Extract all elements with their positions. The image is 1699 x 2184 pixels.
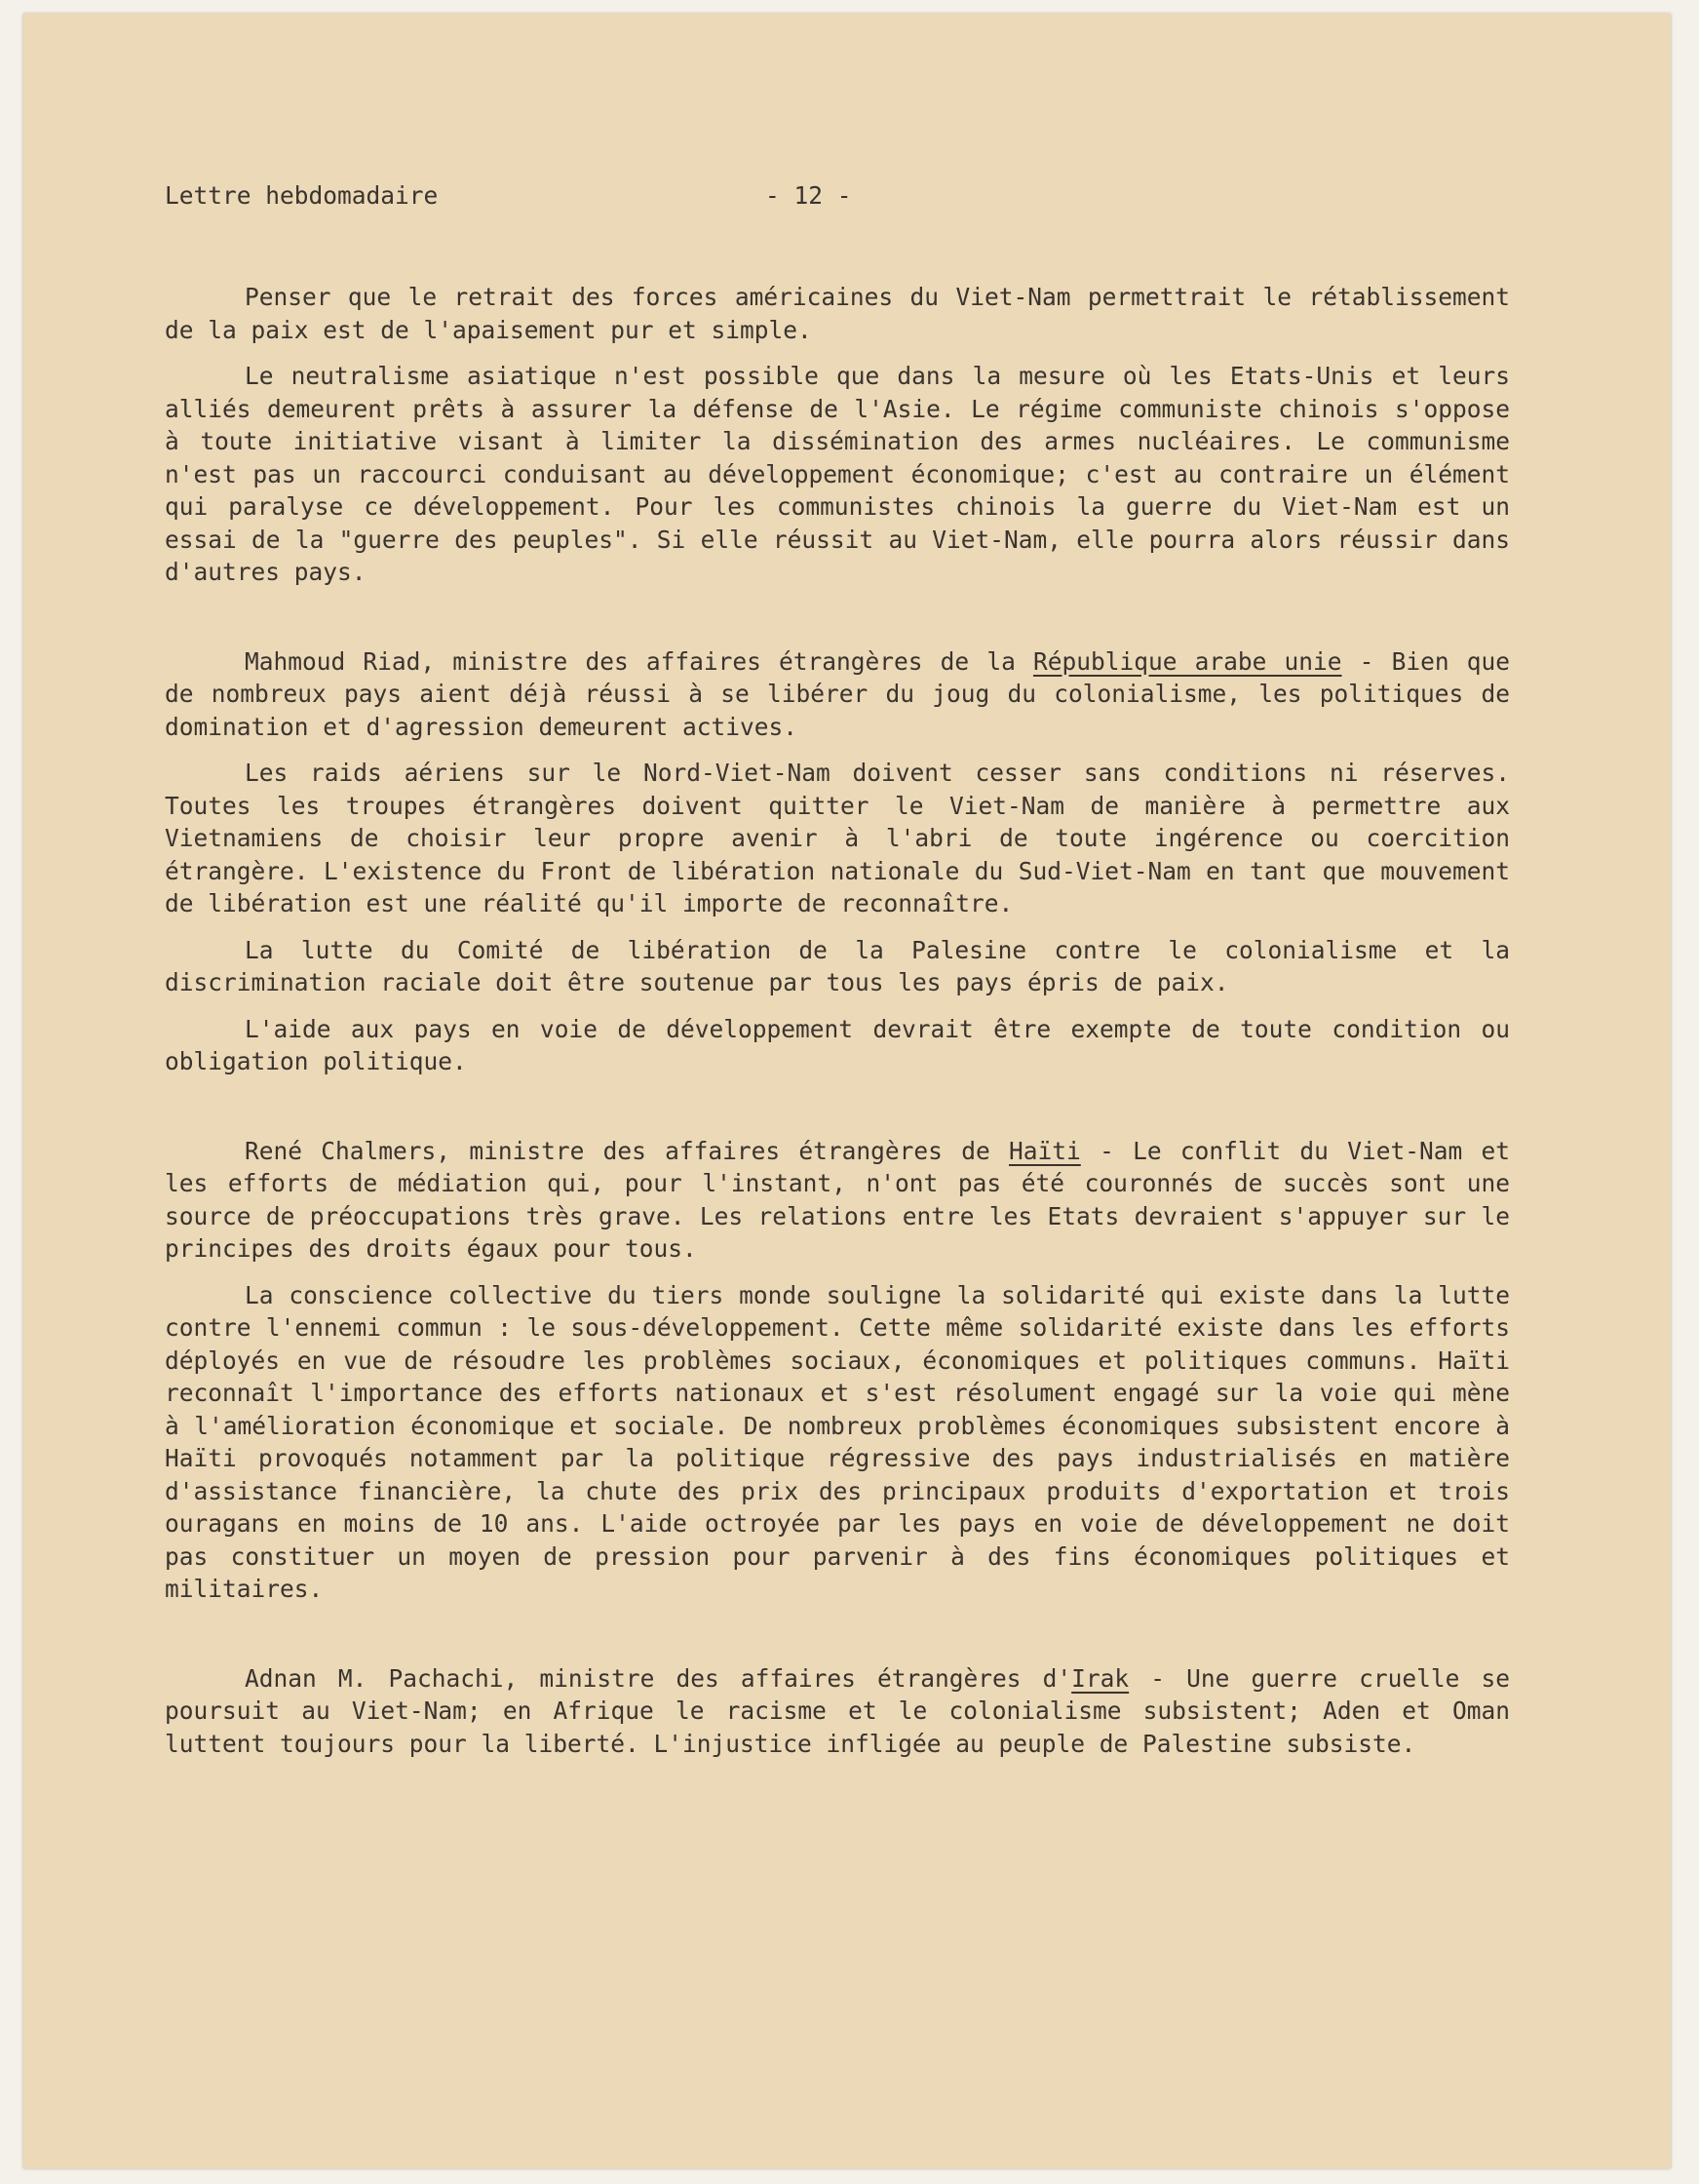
paragraph: Le neutralisme asiatique n'est possible que dans la mesure où les Etats-Unis et leurs alliés demeurent prêts à assurer la défense de l'Asie. Le régime communiste chinois s'oppose à toute initiative visant à limiter la dissémination des armes nucléaires. Le communisme n'est pas un raccourci conduisant au développement économique; c'est au contraire un élément qui paralyse ce développement. Pour les communistes chinois la guerre du Viet-Nam est un essai de la "guerre des peuples". Si elle réussit au Viet-Nam, elle pourra alors réussir dans d'autres pays. bbox=[165, 362, 1510, 586]
speaker-statement: - Bien que de nombreux pays aient déjà réussi à se libérer du joug du colonialisme, les politiques de domination et d'agression demeurent actives. bbox=[165, 646, 1510, 741]
page-body bbox=[165, 179, 1510, 1760]
speaker-statement: - Une guerre cruelle se poursuit au Viet-Nam; en Afrique le racisme et le colonialisme subsistent; Aden et Oman luttent toujours pour la liberté. L'injustice infligée au peuple de Palestine subsiste. bbox=[165, 1663, 1511, 1758]
page-number: - 12 - bbox=[765, 181, 852, 210]
country-name: Irak bbox=[1071, 1663, 1130, 1693]
country-name: République arabe unie bbox=[1032, 646, 1342, 676]
speaker-intro: René Chalmers, ministre des affaires étrangères de bbox=[245, 1136, 1010, 1165]
paragraph: Les raids aériens sur le Nord-Viet-Nam doivent cesser sans conditions ni réserves. Toutes les troupes étrangères doivent quitter le Viet-Nam de manière à permettre aux Vietnamiens de choisir leur propre avenir à l'abri de toute ingérence ou coercition étrangère. L'existence du Front de libération nationale du Sud-Viet-Nam en tant que mouvement de libération est une réalité qu'il importe de reconnaître. bbox=[165, 759, 1510, 917]
speaker-intro: Adnan M. Pachachi, ministre des affaires étrangères d' bbox=[245, 1663, 1072, 1693]
speaker-paragraph bbox=[165, 1662, 1510, 1761]
paragraph: Penser que le retrait des forces américaines du Viet-Nam permettrait le rétablissement de la paix est de l'apaisement pur et simple. bbox=[165, 283, 1510, 344]
speaker-paragraph bbox=[165, 1135, 1510, 1266]
paragraph: La conscience collective du tiers monde souligne la solidarité qui existe dans la lutte contre l'ennemi commun : le sous-développement. Cette même solidarité existe dans les efforts déployés en vue de résoudre les problèmes sociaux, économiques et politiques communs. Haïti reconnaît l'importance des efforts nationaux et s'est résolument engagé sur la voie qui mène à l'amélioration économique et sociale. De nombreux problèmes économiques subsistent encore à Haïti provoqués notamment par la politique régressive des pays industrialisés en matière d'assistance financière, la chute des prix des principaux produits d'exportation et trois ouragans en moins de 10 ans. L'aide octroyée par les pays en voie de développement ne doit pas constituer un moyen de pression pour parvenir à des fins économiques politiques et militaires. bbox=[165, 1280, 1510, 1603]
page-header bbox=[165, 179, 1510, 213]
speaker-intro: Mahmoud Riad, ministre des affaires étrangères de la bbox=[245, 646, 1033, 676]
speaker-paragraph bbox=[165, 645, 1510, 744]
paragraph: L'aide aux pays en voie de développement devrait être exempte de toute condition ou obligation politique. bbox=[165, 1014, 1510, 1075]
country-name: Haïti bbox=[1009, 1136, 1081, 1165]
speaker-statement: - Le conflit du Viet-Nam et les efforts de médiation qui, pour l'instant, n'ont pas été couronnés de succès sont une source de préoccupations très grave. Les relations entre les Etats devraient s'appuyer sur le principes des droits égaux pour tous. bbox=[165, 1136, 1510, 1263]
paragraph: La lutte du Comité de libération de la Palesine contre le colonialisme et la discrimination raciale doit être soutenue par tous les pays épris de paix. bbox=[165, 935, 1510, 996]
header-title: Lettre hebdomadaire bbox=[165, 181, 439, 210]
paper-sheet bbox=[23, 14, 1671, 2168]
